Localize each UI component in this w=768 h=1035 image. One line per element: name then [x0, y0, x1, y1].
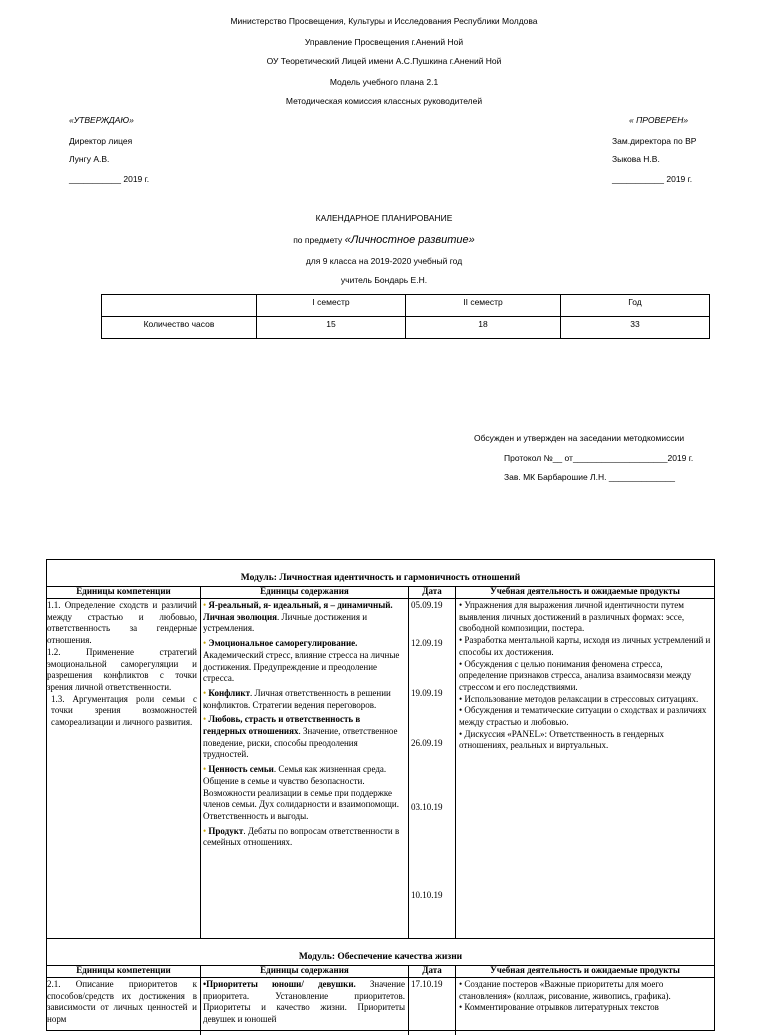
semester-table: [101, 294, 710, 339]
hours-label-cell: Количество часов: [102, 317, 257, 339]
commission-title: Методическая комиссия классных руководителей: [285, 96, 483, 106]
date-item: 03.10.19: [411, 802, 443, 812]
activity-item: • Разработка ментальной карты, исходя из личных устремлений и способы их достижения.: [459, 635, 711, 657]
teacher-line: учитель Бондарь Е.Н.: [340, 275, 428, 285]
competence-item: 1.1. Определение сходств и различий между страстью и любовью, ответственность за гендерные отношения.: [47, 600, 197, 646]
plan-title: КАЛЕНДАРНОЕ ПЛАНИРОВАНИЕ: [315, 213, 453, 223]
date-item: 26.09.19: [411, 738, 443, 748]
date-item: 10.10.19: [411, 890, 443, 900]
approve-label: «УТВЕРЖДАЮ»: [69, 115, 134, 125]
activities-cell: [459, 600, 711, 752]
row-divider: [47, 938, 714, 939]
module-title: Модуль: Обеспечение качества жизни: [298, 952, 463, 962]
checked-position: Зам.директора по ВР: [612, 136, 697, 146]
content-item: • Продукт. Дебаты по вопросам ответственности в семейных отношениях.: [203, 825, 400, 848]
head-mk-line: Зав. МК Барбарошие Л.Н. ______________: [504, 472, 676, 482]
class-year-line: для 9 класса на 2019-2020 учебный год: [305, 256, 463, 266]
discussed-line: Обсужден и утвержден на заседании методкомиссии: [474, 433, 685, 443]
hours-value-cell: 15: [257, 317, 406, 339]
column-header-competences: Единицы компетенции: [76, 965, 171, 975]
semester-hours-row: [102, 317, 710, 339]
approve-date: ___________ 2019 г.: [69, 174, 150, 184]
plan-table: [46, 559, 715, 1031]
content-item: • Ценность семьи. Семья как жизненная среда. Общение в семье и чувство безопасности. Возможности реализации в семье при поддержке членов семьи. Дух солидарности и взаимопомощи. Ответственность и выгоды.: [203, 764, 399, 821]
row-divider: [47, 598, 714, 599]
content-item: •Приоритеты юноши/ девушки. Значение приоритета. Установление приоритетов. Приоритеты и качество жизни. Приоритеты девушек и юношей: [203, 979, 405, 1025]
content-item: • Я-реальный, я- идеальный, я – динамичный. Личная эволюция. Личные достижения и устремления.: [203, 600, 393, 634]
column-divider: [200, 965, 201, 1035]
column-header-contents: Единицы содержания: [260, 965, 349, 975]
model-title: Модель учебного плана 2.1: [329, 77, 439, 87]
activity-item: • Обсуждения с целью понимания феномена стресса, определение признаков стресса, анализа взаимосвязи между стрессом и его последствиями.: [459, 658, 692, 692]
date-item: 19.09.19: [411, 688, 443, 698]
date-item: 17.10.19: [411, 979, 443, 989]
column-header-activities: Учебная деятельность и ожидаемые продукты: [490, 586, 680, 596]
activity-item: • Комментирование отрывков литературных текстов: [459, 1002, 659, 1013]
hours-value-cell: 33: [561, 317, 710, 339]
competence-item: 1.3. Аргументация роли семьи с точки зрения возможностей самореализации и личного развития.: [51, 693, 197, 728]
checked-date: ___________ 2019 г.: [612, 174, 693, 184]
date-item: 05.09.19: [411, 600, 443, 610]
semester-header-cell: Год: [561, 295, 710, 317]
department-title: Управление Просвещения г.Анений Ной: [304, 37, 464, 47]
semester-header-cell: II семестр: [406, 295, 561, 317]
subject-prefix: по предмету: [293, 235, 343, 245]
competences-cell: [47, 600, 197, 729]
activity-item: • Дискуссия «PANEL»: Ответственность в гендерных отношениях, реальных и виртуальных.: [459, 728, 664, 751]
activity-item: • Упражнения для выражения личной идентичности путем выявления личных достижений в различных формах: эссе, свободной композиции, постера.: [459, 600, 685, 634]
subject-line: [0, 234, 768, 246]
approve-name: Лунгу А.В.: [69, 154, 110, 164]
hours-value-cell: 18: [406, 317, 561, 339]
semester-header-cell: I семестр: [257, 295, 406, 317]
activity-item: • Создание постеров «Важные приоритеты для моего становления» (коллаж, рисование, живопись, графика).: [459, 979, 671, 1001]
module-title: Модуль: Личностная идентичность и гармоничность отношений: [240, 573, 521, 583]
date-item: 12.09.19: [411, 638, 443, 648]
school-title: ОУ Теоретический Лицей имени А.С.Пушкина г.Анений Ной: [266, 56, 502, 66]
content-item: • Любовь, страсть и ответственность в гендерных отношениях. Значение, ответственное поведение, риски, способы преодоления трудностей.: [203, 714, 398, 760]
activities-cell: [459, 979, 711, 1014]
row-divider: [47, 977, 714, 978]
semester-header-row: [102, 295, 710, 317]
column-header-date: Дата: [422, 586, 442, 596]
ministry-title: Министерство Просвещения, Культуры и Исследования Республики Молдова: [230, 16, 538, 26]
column-divider: [455, 586, 456, 938]
activity-item: • Использование методов релаксации в стрессовых ситуациях.: [459, 693, 699, 704]
semester-header-cell: [102, 295, 257, 317]
column-header-contents: Единицы содержания: [260, 586, 349, 596]
column-divider: [200, 586, 201, 938]
column-divider: [408, 586, 409, 938]
checked-label: « ПРОВЕРЕН»: [629, 115, 689, 125]
column-header-competences: Единицы компетенции: [76, 586, 171, 596]
protocol-line: Протокол №__ от____________________2019 г.: [504, 453, 694, 463]
content-item: • Эмоциональное саморегулирование. Академический стресс, влияние стресса на личные достижения. Предупреждение и преодоление стресса.: [203, 638, 400, 684]
column-header-date: Дата: [422, 965, 442, 975]
column-divider: [455, 965, 456, 1035]
checked-name: Зыкова Н.В.: [612, 154, 660, 164]
approve-position: Директор лицея: [69, 136, 133, 146]
competence-item: 2.1. Описание приоритетов к способов/средств их достижения в зависимости от личных ценностей и норм: [47, 979, 197, 1025]
column-divider: [408, 965, 409, 1035]
content-item: • Конфликт. Личная ответственность в решении конфликтов. Стратегии ведения переговоров.: [203, 687, 391, 710]
activity-item: • Обсуждения и тематические ситуации о сходствах и различиях между страстью и любовью.: [459, 705, 707, 728]
column-header-activities: Учебная деятельность и ожидаемые продукты: [490, 965, 680, 975]
competence-item: 1.2. Применение стратегий эмоциональной саморегуляции и разрешения конфликтов с точки зрения личной ответственности.: [47, 646, 197, 692]
contents-cell: [203, 600, 405, 849]
subject-name: «Личностное развитие»: [344, 234, 475, 246]
